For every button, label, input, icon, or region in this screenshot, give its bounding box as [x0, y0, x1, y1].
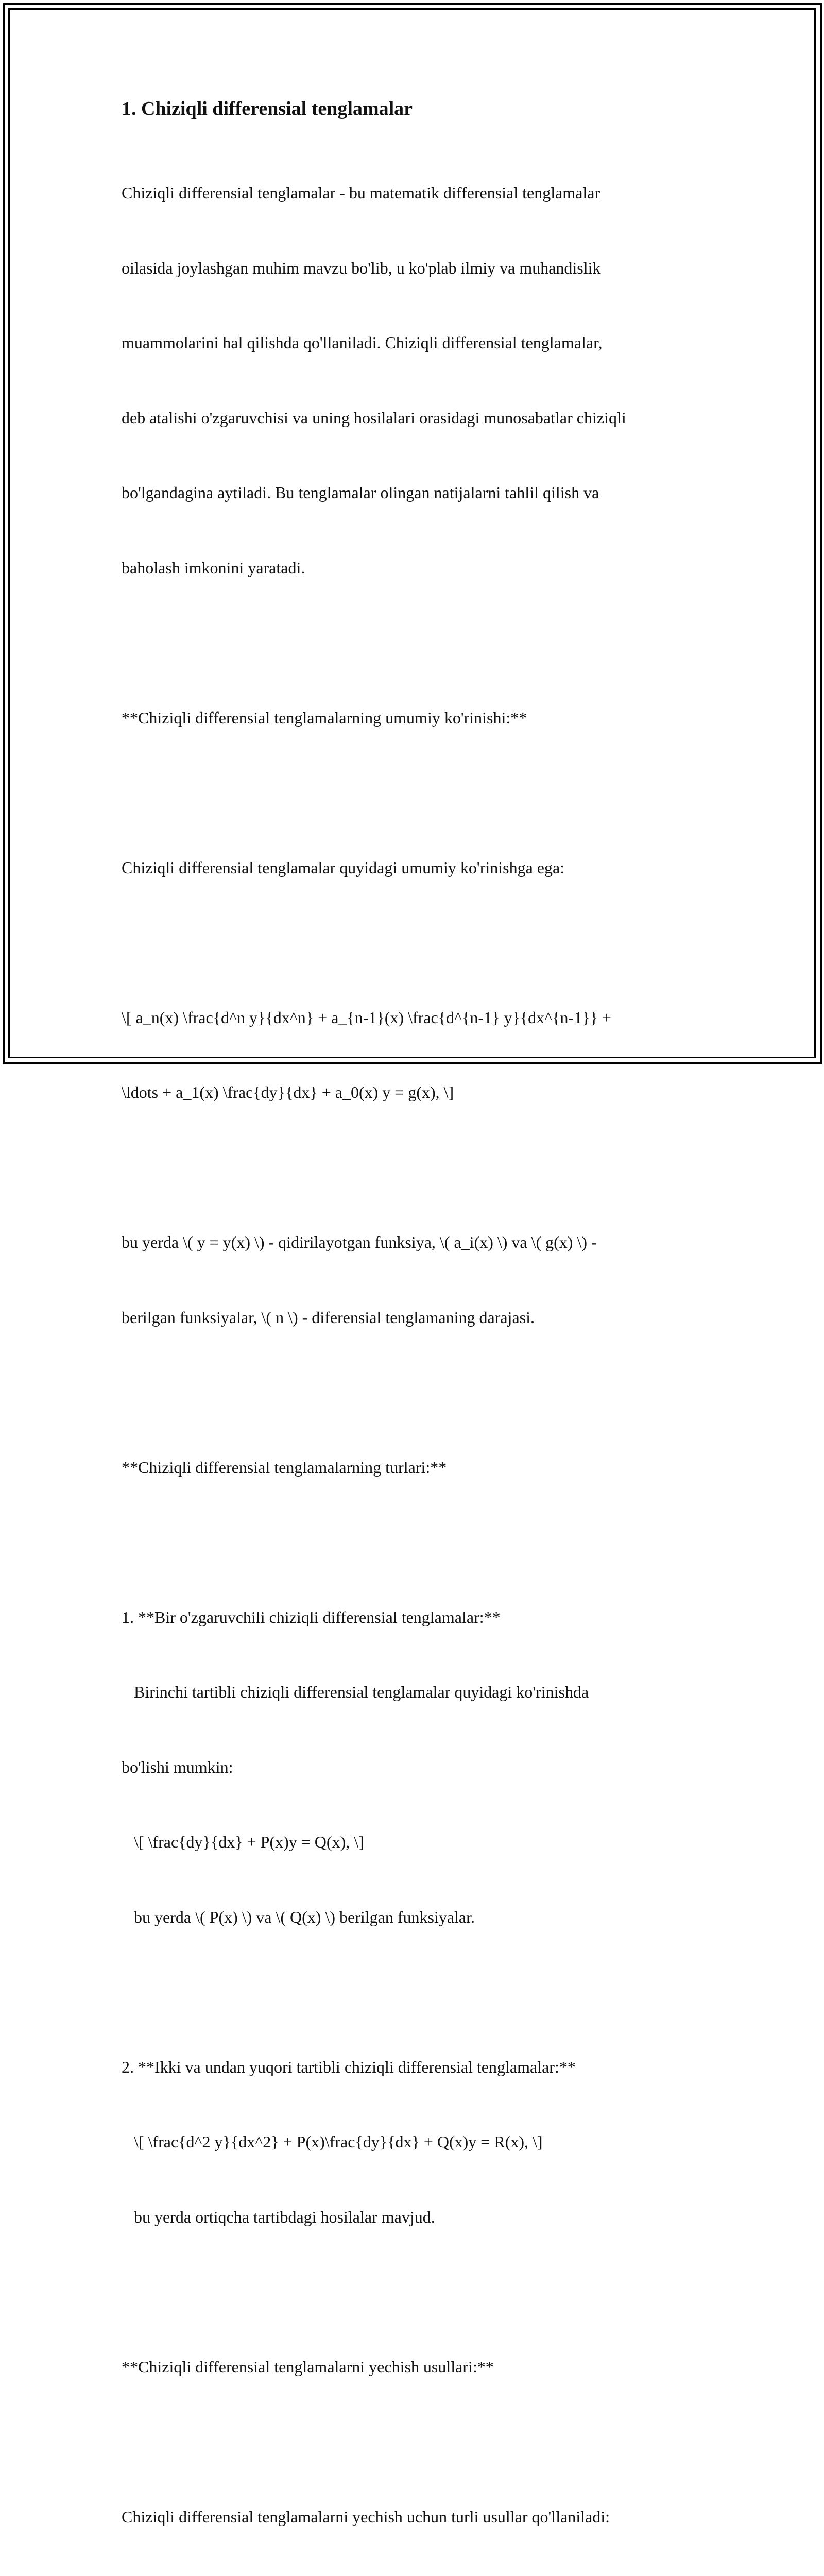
subheading-line: **Chiziqli differensial tenglamalarning turlari:**: [122, 1458, 447, 1477]
document-content: [122, 95, 714, 2576]
text-line: bo'lishi mumkin:: [122, 1757, 233, 1776]
blank-line: [122, 930, 714, 955]
text-line: bo'lgandagina aytiladi. Bu tenglamalar olingan natijalarni tahlil qilish va: [122, 483, 599, 502]
blank-line: [122, 2279, 714, 2304]
text-line: oilasida joylashgan muhim mavzu bo'lib, u ko'plab ilmiy va muhandislik: [122, 258, 601, 277]
body-text: [122, 130, 714, 2576]
text-line: berilgan funksiyalar, \( n \) - diferensial tenglamaning darajasi.: [122, 1308, 535, 1327]
blank-line: [122, 1530, 714, 1555]
text-line: bu yerda \( y = y(x) \) - qidirilayotgan funksiya, \( a_i(x) \) va \( g(x) \) -: [122, 1233, 597, 1251]
text-line: bu yerda ortiqcha tartibdagi hosilalar mavjud.: [122, 2207, 435, 2226]
formula-line: \[ \frac{d^2 y}{dx^2} + P(x)\frac{dy}{dx} + Q(x)y = R(x), \]: [122, 2132, 543, 2151]
formula-line: \ldots + a_1(x) \frac{dy}{dx} + a_0(x) y = g(x), \]: [122, 1083, 454, 1101]
blank-line: [122, 1155, 714, 1180]
blank-line: [122, 2429, 714, 2454]
text-line: baholash imkonini yaratadi.: [122, 558, 305, 577]
section-heading: 1. Chiziqli differensial tenglamalar: [122, 98, 413, 120]
text-line: deb atalishi o'zgaruvchisi va uning hosilalari orasidagi munosabatlar chiziqli: [122, 408, 626, 427]
blank-line: [122, 1380, 714, 1405]
blank-line: [122, 630, 714, 655]
formula-line: \[ a_n(x) \frac{d^n y}{dx^n} + a_{n-1}(x) \frac{d^{n-1} y}{dx^{n-1}} +: [122, 1008, 611, 1027]
text-line: muammolarini hal qilishda qo'llaniladi. Chiziqli differensial tenglamalar,: [122, 333, 603, 352]
blank-line: [122, 1979, 714, 2005]
subheading-line: **Chiziqli differensial tenglamalarning umumiy ko'rinishi:**: [122, 708, 527, 727]
list-item-line: 2. **Ikki va undan yuqori tartibli chiziqli differensial tenglamalar:**: [122, 2057, 576, 2076]
text-line: Birinchi tartibli chiziqli differensial tenglamalar quyidagi ko'rinishda: [122, 1683, 589, 1701]
subheading-line: **Chiziqli differensial tenglamalarni yechish usullari:**: [122, 2357, 494, 2376]
text-line: Chiziqli differensial tenglamalar quyidagi umumiy ko'rinishga ega:: [122, 858, 565, 877]
text-line: Chiziqli differensial tenglamalarni yechish uchun turli usullar qo'llaniladi:: [122, 2507, 610, 2526]
text-line: bu yerda \( P(x) \) va \( Q(x) \) berilgan funksiyalar.: [122, 1907, 475, 1926]
formula-line: \[ \frac{dy}{dx} + P(x)y = Q(x), \]: [122, 1833, 364, 1851]
list-item-line: 1. **Bir o'zgaruvchili chiziqli differensial tenglamalar:**: [122, 1607, 501, 1626]
blank-line: [122, 780, 714, 805]
text-line: Chiziqli differensial tenglamalar - bu matematik differensial tenglamalar: [122, 183, 600, 202]
